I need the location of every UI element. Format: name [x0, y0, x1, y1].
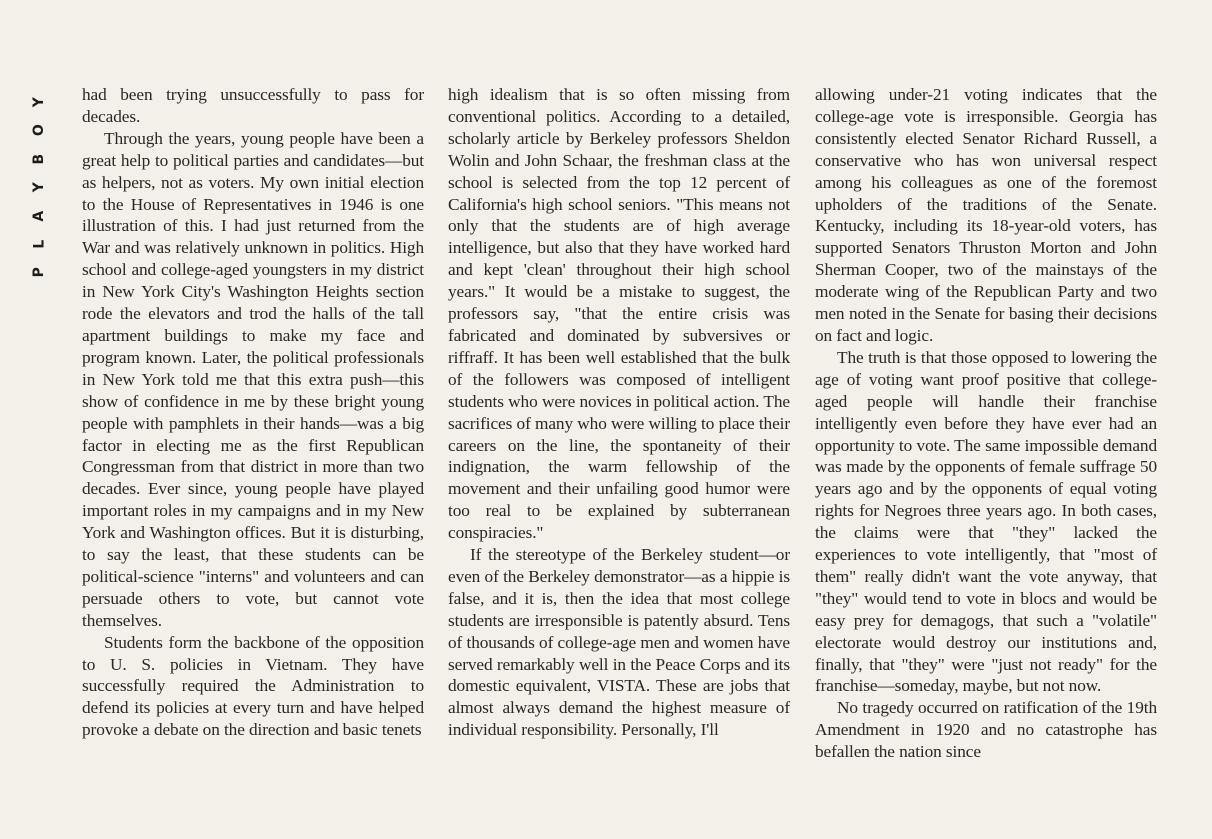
text-column-3	[815, 84, 1157, 763]
magazine-running-title	[30, 88, 56, 287]
paragraph: The truth is that those opposed to lowering the age of voting want proof positive that college-aged people will handle their franchise intelligently even before they have ever had an opportunity to vote. The same impossible demand was made by the opponents of female suffrage 50 years ago and by the opponents of equal voting rights for Negroes three years ago. In both cases, the claims were that "they" lacked the experiences to vote intelligently, that "most of them" really didn't want the vote anyway, that "they" would tend to vote in blocs and would be easy prey for demagogs, that such a "volatile" electorate would destroy our institutions and, finally, that "they" were "just not ready" for the franchise—someday, maybe, but not now.	[815, 347, 1157, 696]
text-column-1	[82, 84, 424, 741]
paragraph: Through the years, young people have been a great help to political parties and candidates—but as helpers, not as voters. My own initial election to the House of Representatives in 1946 is one illustration of this. I had just returned from the War and was relatively unknown in politics. High school and college-aged youngsters in my district in New York City's Washington Heights section rode the elevators and trod the halls of the tall apartment buildings to make my face and program known. Later, the political professionals in New York told me that this extra push—this show of confidence in me by these bright young people with pamphlets in their hands—was a big factor in electing me as the first Republican Congressman from that district in more than two decades. Ever since, young people have played important roles in my campaigns and in my New York and Washington offices. But it is disturbing, to say the least, that these students can be political-science "interns" and volunteers and can persuade others to vote, but cannot vote themselves.	[82, 128, 424, 630]
title-letter: Y	[30, 97, 47, 108]
paragraph: allowing under-21 voting indicates that the college-age vote is irresponsible. Georgia has consistently elected Senator Richard Russell, a conservative who has won universal respect among his colleagues as one of the foremost upholders of the traditions of the Senate. Kentucky, including its 18-year-old voters, has supported Senators Thruston Morton and John Sherman Cooper, two of the mainstays of the moderate wing of the Republican Party and two men noted in the Senate for basing their decisions on fact and logic.	[815, 85, 1157, 345]
text-column-2	[448, 84, 790, 741]
title-letter: Y	[30, 182, 47, 193]
title-letter: A	[30, 210, 47, 222]
paragraph: Students form the backbone of the opposition to U. S. policies in Vietnam. They have successfully required the Administration to defend its policies at every turn and have helped provoke a debate on the direction and basic tenets	[82, 632, 424, 740]
paragraph: had been trying unsuccessfully to pass for decades.	[82, 85, 424, 126]
title-letter: P	[30, 267, 47, 278]
title-letter: O	[30, 124, 47, 137]
title-letter: B	[30, 153, 47, 165]
title-letter: L	[30, 239, 47, 249]
paragraph: No tragedy occurred on ratification of the 19th Amendment in 1920 and no catastrophe has befallen the nation since	[815, 698, 1157, 762]
paragraph: high idealism that is so often missing from conventional politics. According to a detailed, scholarly article by Berkeley professors Sheldon Wolin and John Schaar, the freshman class at the school is selected from the top 12 percent of California's high school seniors. "This means not only that the students are of high average intelligence, but also that they have worked hard and kept 'clean' throughout their high school years." It would be a mistake to suggest, the professors say, "that the entire crisis was fabricated and dominated by subversives or riffraff. It has been well established that the bulk of the followers was composed of intelligent students who were novices in political action. The sacrifices of many who were willing to place their careers on the line, the spontaneity of their indignation, the warm fellowship of the movement and their unfailing good humor were too real to be explained by subterranean conspiracies."	[448, 85, 790, 543]
paragraph: If the stereotype of the Berkeley student—or even of the Berkeley demonstrator—as a hippie is false, and it is, then the idea that most college students are irresponsible is patently absurd. Tens of thousands of college-age men and women have served remarkably well in the Peace Corps and its domestic equivalent, VISTA. These are jobs that almost always demand the highest measure of individual responsibility. Personally, I'll	[448, 545, 790, 740]
